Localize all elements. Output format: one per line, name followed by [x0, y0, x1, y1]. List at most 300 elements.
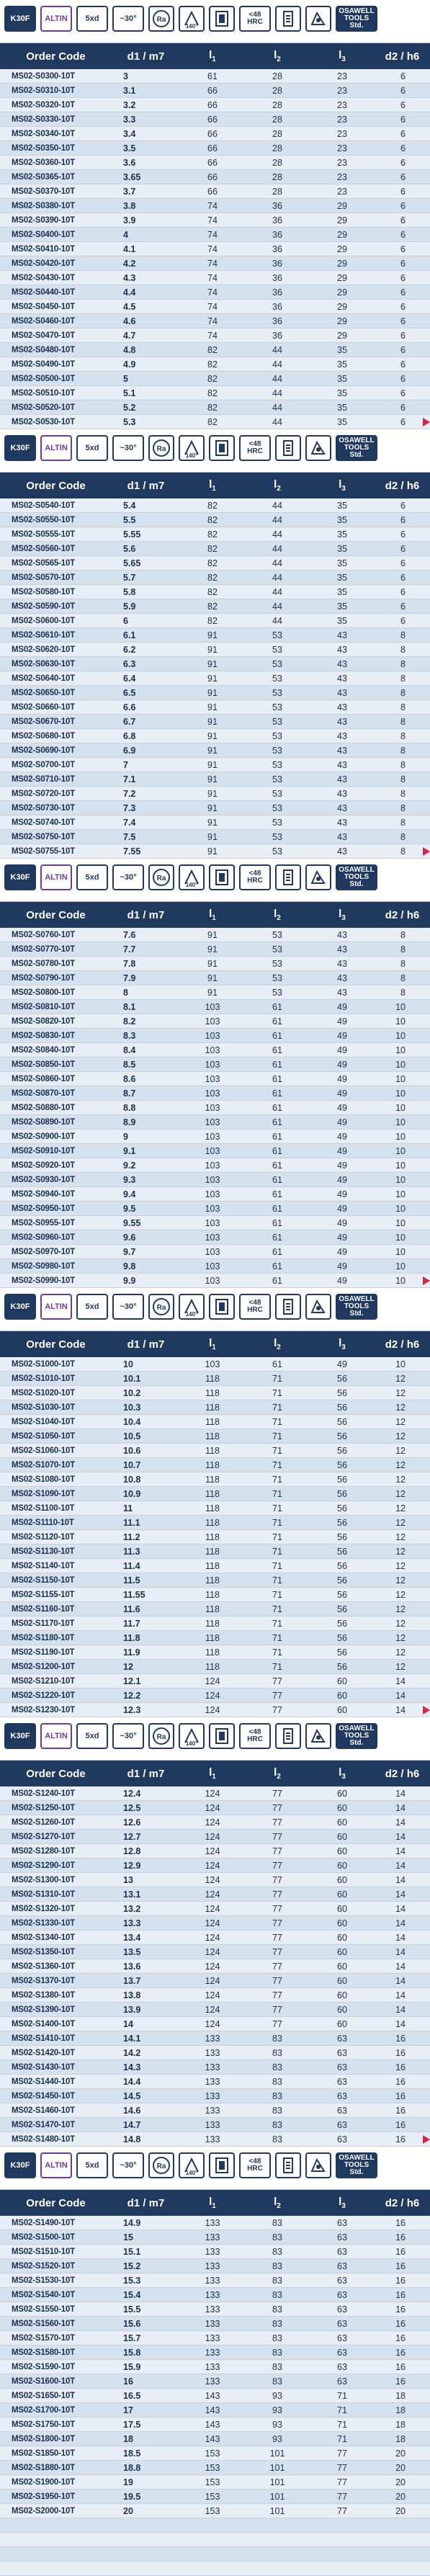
l3-cell: 43 — [337, 702, 347, 712]
table-row — [0, 2230, 430, 2245]
d2-cell: 16 — [395, 2076, 406, 2087]
order-code-cell: MS02-S0500-10T — [12, 374, 75, 383]
d1-header: d1 / m7 — [127, 1338, 165, 1351]
l3-cell: 63 — [337, 2361, 347, 2372]
l3-cell: 60 — [337, 2004, 347, 2015]
point-angle-icon — [179, 864, 205, 890]
table-row — [0, 1014, 430, 1029]
l3-cell: 60 — [337, 1874, 347, 1885]
d2-cell: 8 — [400, 817, 406, 828]
l1-cell: 103 — [205, 1088, 220, 1099]
l2-cell: 36 — [272, 287, 282, 298]
l3-cell: 29 — [337, 301, 347, 312]
table-row — [0, 614, 430, 628]
svg-text:140°: 140° — [185, 1740, 198, 1747]
l1-cell: 74 — [207, 243, 218, 254]
d1-cell: 10.6 — [123, 1445, 141, 1456]
order-code-cell: MS02-S1650-10T — [12, 2391, 75, 2400]
l3-cell: 56 — [337, 1431, 347, 1441]
d2-cell: 16 — [395, 2033, 406, 2044]
table-row — [0, 1429, 430, 1444]
table-row — [0, 1173, 430, 1187]
l2-cell: 44 — [272, 558, 282, 568]
l3-cell: 71 — [337, 2405, 347, 2415]
l2-cell: 83 — [272, 2275, 282, 2286]
d2-cell: 20 — [395, 2491, 406, 2502]
l2-cell: 83 — [272, 2033, 282, 2044]
d1-cell: 7.55 — [123, 846, 141, 857]
d1-cell: 11.2 — [123, 1531, 140, 1542]
l2-cell: 77 — [272, 1860, 282, 1871]
d1-cell: 13.7 — [123, 1975, 141, 1986]
l1-cell: 124 — [205, 1860, 220, 1871]
l1-cell: 91 — [207, 846, 218, 857]
l3-cell: 63 — [337, 2047, 347, 2058]
d2-cell: 14 — [395, 1932, 406, 1943]
l1-cell: 118 — [205, 1503, 220, 1513]
order-code-cell: MS02-S1520-10T — [12, 2261, 75, 2271]
d1-cell: 3.65 — [123, 171, 141, 182]
d1-cell: 9.8 — [123, 1261, 136, 1271]
l1-cell: 124 — [205, 1946, 220, 1957]
d1-cell: 6.6 — [123, 702, 136, 712]
l1-cell: 91 — [207, 929, 218, 940]
order-code-cell: MS02-S0610-10T — [12, 630, 75, 640]
order-code-cell: MS02-S1600-10T — [12, 2376, 75, 2386]
order-code-cell: MS02-S0840-10T — [12, 1045, 75, 1055]
l2-cell: 53 — [272, 846, 282, 857]
l3-cell: 49 — [337, 1160, 347, 1171]
d1-cell: 15.6 — [123, 2318, 141, 2329]
d1-cell: 15.1 — [123, 2246, 141, 2257]
table-row — [0, 314, 430, 328]
l1-cell: 91 — [207, 716, 218, 727]
l3-cell: 77 — [337, 2477, 347, 2487]
l2-cell: 83 — [272, 2076, 282, 2087]
l2-cell: 71 — [272, 1474, 282, 1485]
table-row — [0, 743, 430, 758]
l1-cell: 124 — [205, 1961, 220, 1972]
table-section — [0, 2147, 430, 2576]
table-row — [0, 1357, 430, 1372]
l3-cell: 35 — [337, 543, 347, 554]
l1-cell: 133 — [205, 2260, 220, 2271]
shank-icon — [275, 1723, 301, 1749]
order-code-cell: MS02-S0850-10T — [12, 1060, 75, 1069]
table-body — [0, 1786, 430, 2147]
empty-cell — [180, 2518, 245, 2532]
d1-cell: 6.7 — [123, 716, 136, 727]
table-row — [0, 1187, 430, 1202]
empty-cell — [180, 2533, 245, 2546]
l2-cell: 61 — [272, 1189, 282, 1199]
l2-header: $l_2$ — [274, 1766, 281, 1781]
d2-cell: 18 — [395, 2433, 406, 2444]
d2-cell: 10 — [395, 1117, 406, 1127]
table-row — [0, 657, 430, 671]
empty-cell — [180, 2547, 245, 2561]
l2-cell: 71 — [272, 1373, 282, 1384]
l3-cell: 35 — [337, 514, 347, 525]
table-row — [0, 1458, 430, 1472]
order-code-cell: MS02-S0690-10T — [12, 746, 75, 755]
l1-cell: 143 — [205, 2419, 220, 2430]
empty-cell — [310, 2518, 375, 2532]
l3-cell: 60 — [337, 1860, 347, 1871]
d2-cell: 8 — [400, 788, 406, 799]
order-code-cell: MS02-S0755-10T — [12, 846, 75, 856]
empty-cell — [310, 2533, 375, 2546]
l2-cell: 77 — [272, 1874, 282, 1885]
d1-cell: 8 — [123, 987, 128, 998]
order-code-cell: MS02-S0580-10T — [12, 587, 75, 596]
order-code-cell: MS02-S1290-10T — [12, 1861, 75, 1870]
l3-cell: 35 — [337, 359, 347, 370]
d1-cell: 19.5 — [123, 2491, 141, 2502]
table-row — [0, 98, 430, 112]
table-row — [0, 2345, 430, 2360]
l1-header: $l_1$ — [209, 1766, 216, 1781]
l3-cell: 49 — [337, 1102, 347, 1113]
l1-cell: 66 — [207, 85, 218, 96]
d2-cell: 14 — [395, 1802, 406, 1813]
l1-cell: 118 — [205, 1431, 220, 1441]
point-angle-icon — [179, 435, 205, 461]
l2-cell: 53 — [272, 944, 282, 954]
d1-cell: 11.55 — [123, 1589, 145, 1600]
order-code-cell: MS02-S0390-10T — [12, 215, 75, 225]
d1-cell: 14 — [123, 2018, 133, 2029]
l1-cell: 74 — [207, 272, 218, 283]
d2-cell: 16 — [395, 2246, 406, 2257]
order-code-cell: MS02-S0350-10T — [12, 143, 75, 153]
l1-cell: 66 — [207, 157, 218, 168]
d1-cell: 4.6 — [123, 316, 136, 326]
d1-cell: 4 — [123, 229, 128, 240]
l3-cell: 29 — [337, 243, 347, 254]
l3-cell: 29 — [337, 258, 347, 269]
d1-cell: 3.2 — [123, 99, 136, 110]
order-code-cell: MS02-S0550-10T — [12, 515, 75, 524]
coolant-icon — [209, 1723, 235, 1749]
l3-cell: 60 — [337, 1946, 347, 1957]
l1-cell: 133 — [205, 2076, 220, 2087]
l1-cell: 103 — [205, 1073, 220, 1084]
l1-cell: 82 — [207, 529, 218, 540]
table-row — [0, 415, 430, 429]
l3-cell: 43 — [337, 817, 347, 828]
d1-cell: 5.55 — [123, 529, 141, 540]
table-row — [0, 1144, 430, 1158]
helix-angle-icon: ~30° — [112, 864, 144, 890]
empty-cell — [245, 2518, 310, 2532]
l3-cell: 49 — [337, 1174, 347, 1185]
table-row — [0, 285, 430, 300]
l1-cell: 133 — [205, 2134, 220, 2145]
d2-cell: 14 — [395, 2018, 406, 2029]
d1-header: d1 / m7 — [127, 908, 165, 921]
d2-cell: 16 — [395, 2062, 406, 2072]
table-row — [0, 2103, 430, 2118]
l2-cell: 53 — [272, 831, 282, 842]
d1-cell: 8.8 — [123, 1102, 136, 1113]
d2-cell: 10 — [395, 1059, 406, 1070]
empty-cell — [375, 2562, 430, 2575]
d1-cell: 14.2 — [123, 2047, 141, 2058]
l3-cell: 60 — [337, 1704, 347, 1715]
l3-cell: 35 — [337, 615, 347, 626]
l1-cell: 82 — [207, 586, 218, 597]
d1-cell: 8.1 — [123, 1001, 136, 1012]
tolerance-icon — [305, 435, 331, 461]
l2-header: $l_2$ — [274, 478, 281, 493]
l2-cell: 71 — [272, 1589, 282, 1600]
surface-roughness-icon — [148, 864, 174, 890]
order-code-header: Order Code — [26, 1767, 86, 1780]
order-code-cell: MS02-S1190-10T — [12, 1647, 75, 1657]
d2-cell: 10 — [395, 1030, 406, 1041]
l2-cell: 36 — [272, 258, 282, 269]
l2-cell: 61 — [272, 1059, 282, 1070]
empty-row — [0, 2518, 430, 2533]
d1-cell: 12 — [123, 1661, 133, 1672]
l2-cell: 53 — [272, 658, 282, 669]
table-row — [0, 1158, 430, 1173]
point-angle-icon — [179, 6, 205, 32]
l2-cell: 77 — [272, 1788, 282, 1799]
l1-cell: 103 — [205, 1359, 220, 1369]
d2-cell: 12 — [395, 1632, 406, 1643]
d2-header: d2 / h6 — [385, 1338, 420, 1351]
l2-cell: 36 — [272, 200, 282, 211]
l3-header: $l_3$ — [339, 49, 346, 63]
l1-cell: 103 — [205, 1030, 220, 1041]
d1-cell: 6.1 — [123, 630, 136, 640]
d1-cell: 5.2 — [123, 402, 136, 413]
table-row — [0, 830, 430, 844]
d2-cell: 20 — [395, 2462, 406, 2473]
d1-cell: 3.5 — [123, 143, 136, 153]
order-code-cell: MS02-S1340-10T — [12, 1933, 75, 1942]
table-body — [0, 498, 430, 859]
order-code-cell: MS02-S2000-10T — [12, 2506, 75, 2515]
d2-cell: 14 — [395, 2004, 406, 2015]
empty-cell — [180, 2562, 245, 2575]
surface-roughness-icon — [148, 1723, 174, 1749]
order-code-cell: MS02-S0960-10T — [12, 1233, 75, 1242]
order-code-cell: MS02-S1280-10T — [12, 1846, 75, 1856]
d1-cell: 18.8 — [123, 2462, 141, 2473]
point-angle-icon — [179, 1294, 205, 1320]
l3-cell: 43 — [337, 658, 347, 669]
continue-arrow-icon — [423, 418, 430, 426]
l3-cell: 43 — [337, 730, 347, 741]
table-row — [0, 1000, 430, 1014]
d1-cell: 8.4 — [123, 1045, 136, 1055]
l1-cell: 91 — [207, 958, 218, 969]
table-section — [0, 1717, 430, 2147]
order-code-cell: MS02-S0370-10T — [12, 187, 75, 196]
l3-cell: 60 — [337, 1831, 347, 1842]
l3-cell: 77 — [337, 2491, 347, 2502]
table-row — [0, 772, 430, 787]
l1-cell: 118 — [205, 1560, 220, 1571]
order-code-cell: MS02-S1750-10T — [12, 2420, 75, 2429]
l3-cell: 49 — [337, 1261, 347, 1271]
l2-cell: 77 — [272, 1903, 282, 1914]
empty-cell — [112, 2518, 180, 2532]
d2-cell: 12 — [395, 1459, 406, 1470]
order-code-cell: MS02-S0890-10T — [12, 1117, 75, 1127]
table-row — [0, 2504, 430, 2518]
table-row — [0, 1101, 430, 1115]
order-code-cell: MS02-S0740-10T — [12, 818, 75, 827]
order-code-cell: MS02-S1300-10T — [12, 1875, 75, 1884]
l1-cell: 74 — [207, 287, 218, 298]
l2-cell: 83 — [272, 2304, 282, 2315]
table-row — [0, 2259, 430, 2273]
l1-cell: 124 — [205, 1990, 220, 2000]
l1-cell: 91 — [207, 987, 218, 998]
order-code-header: Order Code — [26, 1338, 86, 1351]
table-row — [0, 141, 430, 156]
d2-cell: 8 — [400, 774, 406, 784]
l3-cell: 63 — [337, 2232, 347, 2242]
l1-cell: 74 — [207, 316, 218, 326]
l2-cell: 71 — [272, 1431, 282, 1441]
l1-cell: 91 — [207, 745, 218, 756]
osawell-standard-icon: OSAWELL TOOLS Std. — [336, 435, 377, 461]
l2-cell: 53 — [272, 644, 282, 655]
d2-cell: 8 — [400, 716, 406, 727]
l1-cell: 82 — [207, 373, 218, 384]
d1-header: d1 / m7 — [127, 479, 165, 492]
table-row — [0, 1887, 430, 1902]
l2-cell: 77 — [272, 1932, 282, 1943]
l3-cell: 60 — [337, 1903, 347, 1914]
d2-cell: 6 — [400, 143, 406, 153]
order-code-cell: MS02-S0750-10T — [12, 832, 75, 841]
d1-cell: 11.9 — [123, 1647, 140, 1658]
table-row — [0, 1072, 430, 1086]
l2-cell: 61 — [272, 1261, 282, 1271]
l1-cell: 103 — [205, 1102, 220, 1113]
order-code-cell: MS02-S1480-10T — [12, 2134, 75, 2144]
surface-roughness-icon — [148, 435, 174, 461]
l2-cell: 71 — [272, 1503, 282, 1513]
d2-cell: 16 — [395, 2318, 406, 2329]
l1-cell: 118 — [205, 1488, 220, 1499]
l1-cell: 133 — [205, 2376, 220, 2387]
d1-cell: 15.5 — [123, 2304, 141, 2315]
l2-cell: 71 — [272, 1632, 282, 1643]
table-row — [0, 1959, 430, 1974]
l2-cell: 71 — [272, 1445, 282, 1456]
table-row — [0, 957, 430, 971]
l1-cell: 118 — [205, 1387, 220, 1398]
order-code-cell: MS02-S1950-10T — [12, 2492, 75, 2501]
d2-cell: 12 — [395, 1589, 406, 1600]
order-code-cell: MS02-S0300-10T — [12, 71, 75, 81]
icon-bar — [0, 1288, 430, 1331]
l1-cell: 118 — [205, 1618, 220, 1629]
d2-cell: 14 — [395, 1690, 406, 1701]
d2-cell: 14 — [395, 1860, 406, 1871]
table-row — [0, 1616, 430, 1631]
table-row — [0, 758, 430, 772]
order-code-cell: MS02-S1550-10T — [12, 2304, 75, 2314]
l2-cell: 83 — [272, 2361, 282, 2372]
d2-cell: 16 — [395, 2105, 406, 2116]
l3-cell: 63 — [337, 2289, 347, 2300]
order-code-cell: MS02-S0860-10T — [12, 1074, 75, 1083]
l3-cell: 35 — [337, 373, 347, 384]
empty-cell — [112, 2562, 180, 2575]
shank-icon — [275, 1294, 301, 1320]
l2-cell: 83 — [272, 2105, 282, 2116]
l3-header: $l_3$ — [339, 908, 346, 922]
l2-cell: 44 — [272, 543, 282, 554]
icon-bar — [0, 2147, 430, 2190]
order-code-cell: MS02-S0450-10T — [12, 302, 75, 311]
order-code-cell: MS02-S0570-10T — [12, 573, 75, 582]
d1-header: d1 / m7 — [127, 1767, 165, 1780]
l3-cell: 43 — [337, 745, 347, 756]
order-code-cell: MS02-S1040-10T — [12, 1417, 75, 1426]
d2-cell: 6 — [400, 71, 406, 81]
d2-cell: 8 — [400, 929, 406, 940]
d2-cell: 10 — [395, 1174, 406, 1185]
d1-cell: 12.4 — [123, 1788, 141, 1799]
d1-cell: 7.7 — [123, 944, 136, 954]
table-row — [0, 1202, 430, 1216]
d2-cell: 14 — [395, 1946, 406, 1957]
l3-cell: 49 — [337, 1189, 347, 1199]
order-code-cell: MS02-S0600-10T — [12, 616, 75, 625]
l3-cell: 56 — [337, 1661, 347, 1672]
d2-cell: 10 — [395, 1203, 406, 1214]
l1-cell: 103 — [205, 1275, 220, 1286]
d2-cell: 12 — [395, 1488, 406, 1499]
l2-cell: 28 — [272, 171, 282, 182]
l2-cell: 83 — [272, 2376, 282, 2387]
table-row — [0, 1559, 430, 1573]
l2-cell: 71 — [272, 1661, 282, 1672]
l1-cell: 103 — [205, 1016, 220, 1027]
d1-cell: 6.5 — [123, 687, 136, 698]
d2-cell: 14 — [395, 1874, 406, 1885]
d2-cell: 6 — [400, 215, 406, 225]
order-code-cell: MS02-S1170-10T — [12, 1619, 75, 1628]
d2-cell: 6 — [400, 186, 406, 197]
d2-cell: 10 — [395, 1189, 406, 1199]
d1-cell: 16.5 — [123, 2390, 141, 2401]
table-row — [0, 213, 430, 228]
d2-cell: 14 — [395, 1831, 406, 1842]
l2-cell: 61 — [272, 1217, 282, 1228]
order-code-cell: MS02-S0660-10T — [12, 702, 75, 712]
l3-header: $l_3$ — [339, 1766, 346, 1781]
table-row — [0, 2118, 430, 2132]
l2-cell: 61 — [272, 1232, 282, 1243]
drill-depth-icon: 5xd — [76, 2152, 108, 2178]
svg-text:140°: 140° — [185, 882, 198, 888]
l1-cell: 103 — [205, 1246, 220, 1257]
helix-angle-icon: ~30° — [112, 2152, 144, 2178]
empty-cell — [112, 2547, 180, 2561]
tolerance-icon — [305, 1723, 331, 1749]
table-row — [0, 585, 430, 599]
